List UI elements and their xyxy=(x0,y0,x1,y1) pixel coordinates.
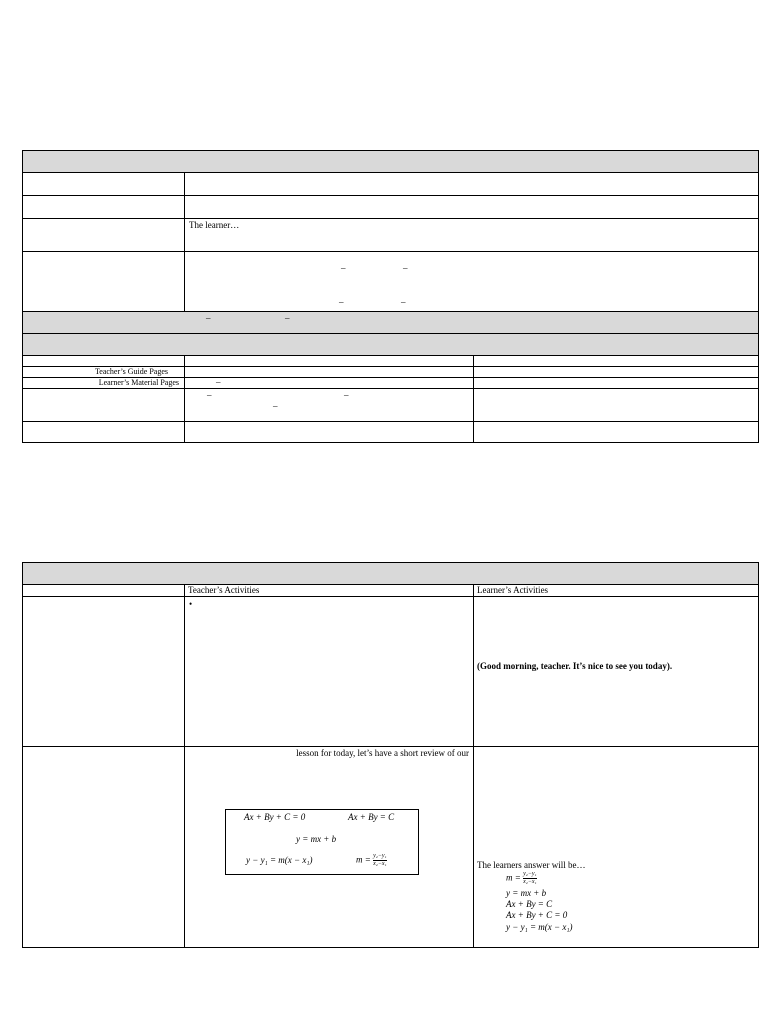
performance-standards-label xyxy=(23,196,185,219)
objectives-label xyxy=(23,252,185,312)
answer-slope-denominator: x₂−x₁ xyxy=(523,879,537,885)
references-cell-a xyxy=(185,356,474,367)
slope-m-label: m = xyxy=(356,854,371,865)
answer-slope xyxy=(506,871,537,886)
textbook-pages-extra xyxy=(474,389,759,422)
answer-standard: Ax + By = C xyxy=(506,899,553,909)
dash-mark: – xyxy=(341,263,346,273)
learner-intro-text: The learner… xyxy=(189,220,240,230)
answer-point-slope: y − y₁ = m(x − x₁) xyxy=(506,922,573,932)
teacher-bullet: • xyxy=(189,599,193,609)
learners-material-label: Learner’s Material Pages xyxy=(23,378,185,389)
objectives-header xyxy=(23,151,759,173)
textbook-pages-cell xyxy=(185,389,474,422)
learners-material-pages xyxy=(185,378,474,389)
performance-standards-cell xyxy=(185,196,759,219)
other-resources-label xyxy=(23,422,185,443)
answer-slope-m: m = xyxy=(506,872,521,883)
answer-slope-numerator: y₂−y₁ xyxy=(523,871,537,877)
learners-material-extra xyxy=(474,378,759,389)
preliminary-label xyxy=(23,597,185,747)
lesson-plan-table xyxy=(22,150,759,443)
review-intro-text: lesson for today, let’s have a short review of our xyxy=(296,748,469,758)
formula-standard: Ax + By = C xyxy=(348,812,395,822)
dash-mark: – xyxy=(206,313,211,323)
teacher-review-cell xyxy=(185,747,474,948)
greeting-response: (Good morning, teacher. It’s nice to see you today). xyxy=(477,661,673,671)
learner-preliminary-cell xyxy=(474,597,759,747)
learning-competencies-label xyxy=(23,219,185,252)
references-cell-b xyxy=(474,356,759,367)
learners-answer-intro: The learners answer will be… xyxy=(477,860,586,870)
dash-mark: – xyxy=(344,390,349,400)
slope-fraction xyxy=(373,853,387,868)
learner-review-cell xyxy=(474,747,759,948)
answer-slope-fraction xyxy=(523,871,537,886)
other-resources-cell xyxy=(185,422,474,443)
dash-mark: – xyxy=(273,401,278,411)
teachers-guide-label: Teacher’s Guide Pages xyxy=(23,367,185,378)
dash-mark: – xyxy=(403,263,408,273)
procedure-table xyxy=(22,562,759,948)
teachers-guide-pages xyxy=(185,367,474,378)
references-label xyxy=(23,356,185,367)
formula-point-slope: y − y₁ = m(x − x₁) xyxy=(246,855,313,865)
review-label xyxy=(23,747,185,948)
formula-slope xyxy=(356,853,387,868)
teachers-guide-extra xyxy=(474,367,759,378)
dash-mark: – xyxy=(339,297,344,307)
learning-resources-header xyxy=(23,334,759,356)
dash-mark: – xyxy=(216,377,221,387)
teacher-preliminary-cell xyxy=(185,597,474,747)
dash-mark: – xyxy=(285,313,290,323)
procedures-header xyxy=(23,563,759,585)
textbook-pages-label xyxy=(23,389,185,422)
procedure-col-blank xyxy=(23,585,185,597)
formula-standard-zero: Ax + By + C = 0 xyxy=(244,812,306,822)
answer-slope-intercept: y = mx + b xyxy=(506,888,547,898)
content-row xyxy=(23,312,759,334)
content-standards-cell xyxy=(185,173,759,196)
teachers-activities-header: Teacher’s Activities xyxy=(185,585,474,597)
learners-activities-header: Learner’s Activities xyxy=(474,585,759,597)
learning-competencies-cell xyxy=(185,219,759,252)
formula-slope-intercept: y = mx + b xyxy=(296,834,337,844)
formula-box xyxy=(225,809,419,875)
dash-mark: – xyxy=(401,297,406,307)
other-resources-extra xyxy=(474,422,759,443)
answer-standard-zero: Ax + By + C = 0 xyxy=(506,910,568,920)
dash-mark: – xyxy=(207,390,212,400)
slope-denominator: x₂−x₁ xyxy=(373,861,387,867)
objectives-cell xyxy=(185,252,759,312)
content-standards-label xyxy=(23,173,185,196)
slope-numerator: y₂−y₁ xyxy=(373,853,387,859)
